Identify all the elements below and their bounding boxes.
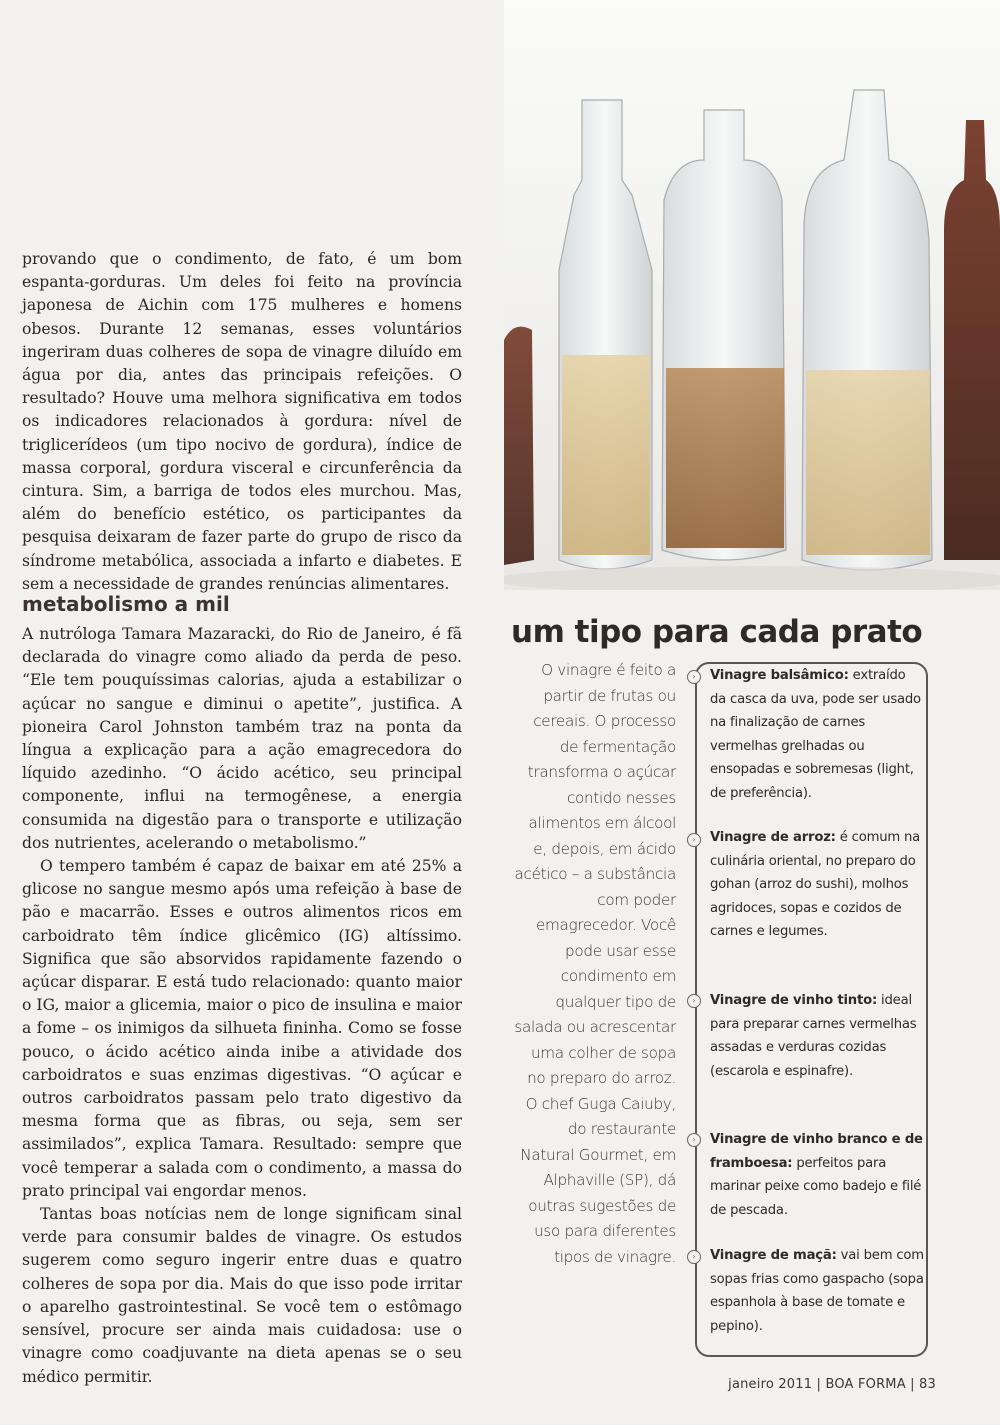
vinegar-description: é comum na culinária oriental, no preparo do gohan (arroz do sushi), molhos agridoces, sopas e cozidos de carnes e legumes. — [710, 830, 921, 939]
intro-line: cereais. O processo — [533, 712, 676, 730]
intro-line: emagrecedor. Você — [535, 916, 676, 934]
vinegar-item-white-wine-raspberry — [710, 1128, 925, 1222]
intro-line: outras sugestões de — [528, 1196, 676, 1215]
intro-line: pode usar esse — [565, 941, 676, 960]
bullet-icon: › — [687, 1250, 701, 1264]
intro-line: partir de frutas ou — [543, 686, 676, 705]
vinegar-item-red-wine — [710, 989, 925, 1083]
vinegar-description: vai bem com sopas frias como gaspacho (sopa espanhola à base de tomate e pepino). — [710, 1248, 924, 1334]
intro-line: O chef Guga Caiuby, — [525, 1094, 676, 1113]
intro-line: de fermentação — [559, 737, 676, 756]
vinegar-description: ideal para preparar carnes vermelhas assadas e verduras cozidas (escarola e espinafre). — [710, 993, 917, 1079]
intro-line: Alphaville (SP), dá — [543, 1171, 676, 1189]
section-heading: metabolismo a mil — [22, 592, 230, 616]
intro-line: do restaurante — [567, 1120, 676, 1138]
sidebar-intro — [500, 658, 676, 1270]
article-paragraph: Tantas boas notícias nem de longe significam sinal verde para consumir baldes de vinagre. Os estudos sugerem como seguro ingerir entre duas e quatro colheres de sopa por dia. Mais do que isso pode irritar o aparelho gastrointestinal. Se você tem o estômago sensível, procure ser ainda mais cuidadosa: use o vinagre como coadjuvante na dieta apenas se o seu médico permitir. — [22, 1205, 462, 1386]
bullet-icon: › — [687, 833, 701, 847]
vinegar-bottles-photo — [504, 0, 1000, 590]
article-paragraph: O tempero também é capaz de baixar em até 25% a glicose no sangue mesmo após uma refeição à base de pão e macarrão. Esses e outros alimentos ricos em carboidrato têm índice glicêmico (IG) altíssimo. Significa que são absorvidos rapidamente fazendo o açúcar disparar. E está tudo relacionado: quanto maior o IG, maior a glicemia, maior o pico de insulina e maior a fome – os inimigos da silhueta fininha. Como se fosse pouco, o ácido acético ainda inibe a atividade dos carboidratos e suas enzimas digestivas. “O açúcar e outros carboidratos passam pelo trato digestivo da mesma forma que as fibras, ou seja, sem ser assimilados”, explica Tamara. Resultado: sempre que você temperar a salada com o condimento, a massa do prato principal vai engordar menos. — [22, 857, 462, 1200]
vinegar-item-apple — [710, 1244, 925, 1338]
page-footer: janeiro 2011 | BOA FORMA | 83 — [728, 1377, 936, 1392]
intro-line: tipos de vinagre. — [554, 1247, 676, 1266]
vinegar-name: Vinagre de vinho tinto: — [710, 993, 878, 1008]
vinegar-description: perfeitos para marinar peixe como badejo e filé de pescada. — [710, 1155, 922, 1218]
vinegar-item-balsamic — [710, 664, 925, 805]
bullet-icon: › — [687, 994, 701, 1008]
bullet-icon: › — [687, 1133, 701, 1147]
intro-line: acético – a substância — [514, 865, 676, 883]
intro-line: qualquer tipo de — [555, 992, 676, 1011]
intro-line: contido nesses — [566, 788, 676, 807]
bullet-icon: › — [687, 670, 701, 684]
intro-line: condimento em — [560, 967, 676, 985]
intro-line: salada ou acrescentar — [514, 1018, 676, 1036]
vinegar-name: Vinagre de maçã: — [710, 1248, 837, 1263]
sidebar-title: um tipo para cada prato — [511, 614, 923, 650]
vinegar-item-rice — [710, 826, 925, 944]
article-paragraph: A nutróloga Tamara Mazaracki, do Rio de Janeiro, é fã declarada do vinagre como aliado da perda de peso. “Ele tem pouquíssimas calorias, ajuda a estabilizar o açúcar no sangue e diminui o apetite”, justifica. A pioneira Carol Johnston também traz na ponta da língua a explicação para a ação emagrecedora do líquido azedinho. “O ácido acético, seu principal componente, influi na termogênese, a energia consumida na digestão para o transporte e utilização dos nutrientes, acelerando o metabolismo.” — [22, 625, 462, 852]
intro-line: uso para diferentes — [534, 1222, 676, 1240]
vinegar-name: Vinagre balsâmico: — [710, 668, 849, 683]
vinegar-description: extraído da casca da uva, pode ser usado na finalização de carnes vermelhas grelhadas ou ensopadas e sobremesas (light, de preferência). — [710, 668, 921, 801]
article-paragraph: provando que o condimento, de fato, é um bom espanta-gorduras. Um deles foi feito na província japonesa de Aichin com 175 mulheres e homens obesos. Durante 12 semanas, esses voluntários ingeriram duas colheres de sopa de vinagre diluído em água por dia, antes das principais refeições. O resultado? Houve uma melhora significativa em todos os indicadores relacionados à gordura: nível de triglicerídeos (um tipo nocivo de gordura), índice de massa corporal, gordura visceral e circunferência da cintura. Sim, a barriga de todos eles murchou. Mas, além do benefício estético, os participantes da pesquisa deixaram de fazer parte do grupo de risco da síndrome metabólica, associada a infarto e diabetes. E sem a necessidade de grandes renúncias alimentares. — [22, 250, 462, 593]
vinegar-name: Vinagre de vinho branco e de framboesa: — [710, 1132, 923, 1171]
intro-line: Natural Gourmet, em — [520, 1145, 676, 1164]
intro-line: transforma o açúcar — [527, 763, 676, 781]
intro-line: O vinagre é feito a — [541, 661, 676, 679]
vinegar-name: Vinagre de arroz: — [710, 830, 836, 845]
article-column-top — [22, 248, 462, 596]
article-column-bottom — [22, 623, 462, 1389]
intro-line: com poder — [597, 890, 676, 909]
intro-line: uma colher de sopa — [530, 1043, 676, 1062]
intro-line: e, depois, em ácido — [533, 839, 676, 858]
intro-line: no preparo do arroz. — [527, 1069, 676, 1087]
intro-line: alimentos em álcool — [528, 814, 676, 832]
